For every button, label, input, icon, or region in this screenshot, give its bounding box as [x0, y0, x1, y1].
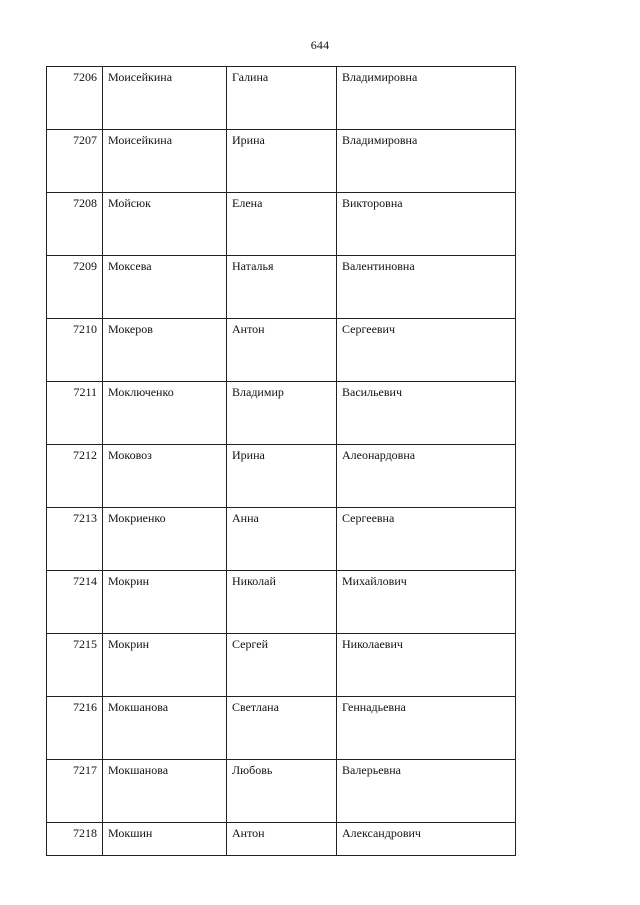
patronymic-cell: Александрович [337, 823, 516, 856]
surname-cell: Мокшанова [103, 697, 227, 760]
row-number-cell: 7215 [47, 634, 103, 697]
table-row [47, 571, 516, 634]
row-number-cell: 7216 [47, 697, 103, 760]
given-name-cell: Галина [227, 67, 337, 130]
surname-cell: Мокеров [103, 319, 227, 382]
patronymic-cell: Сергеевна [337, 508, 516, 571]
row-number-cell: 7212 [47, 445, 103, 508]
patronymic-cell: Владимировна [337, 130, 516, 193]
row-number-cell: 7207 [47, 130, 103, 193]
table-row [47, 256, 516, 319]
given-name-cell: Елена [227, 193, 337, 256]
surname-cell: Мокшин [103, 823, 227, 856]
row-number-cell: 7211 [47, 382, 103, 445]
table-row [47, 823, 516, 856]
patronymic-cell: Сергеевич [337, 319, 516, 382]
given-name-cell: Ирина [227, 445, 337, 508]
patronymic-cell: Васильевич [337, 382, 516, 445]
patronymic-cell: Михайлович [337, 571, 516, 634]
patronymic-cell: Викторовна [337, 193, 516, 256]
given-name-cell: Владимир [227, 382, 337, 445]
row-number-cell: 7209 [47, 256, 103, 319]
given-name-cell: Наталья [227, 256, 337, 319]
page-number-text: 644 [310, 38, 330, 52]
row-number-cell: 7214 [47, 571, 103, 634]
surname-cell: Мокриенко [103, 508, 227, 571]
row-number-cell: 7206 [47, 67, 103, 130]
table-row [47, 697, 516, 760]
table-row [47, 445, 516, 508]
patronymic-cell: Геннадьевна [337, 697, 516, 760]
row-number-cell: 7210 [47, 319, 103, 382]
given-name-cell: Сергей [227, 634, 337, 697]
table-row [47, 634, 516, 697]
surname-cell: Моковоз [103, 445, 227, 508]
patronymic-cell: Валентиновна [337, 256, 516, 319]
given-name-cell: Анна [227, 508, 337, 571]
patronymic-cell: Валерьевна [337, 760, 516, 823]
surname-cell: Мокрин [103, 571, 227, 634]
given-name-cell: Антон [227, 319, 337, 382]
table-row [47, 130, 516, 193]
given-name-cell: Светлана [227, 697, 337, 760]
surname-cell: Мокрин [103, 634, 227, 697]
surname-cell: Моисейкина [103, 130, 227, 193]
given-name-cell: Антон [227, 823, 337, 856]
row-number-cell: 7213 [47, 508, 103, 571]
table-row [47, 67, 516, 130]
surname-cell: Моксева [103, 256, 227, 319]
row-number-cell: 7208 [47, 193, 103, 256]
surname-cell: Моключенко [103, 382, 227, 445]
row-number-cell: 7217 [47, 760, 103, 823]
table-row [47, 193, 516, 256]
patronymic-cell: Николаевич [337, 634, 516, 697]
patronymic-cell: Владимировна [337, 67, 516, 130]
table-row [47, 319, 516, 382]
table-row [47, 508, 516, 571]
registry-table [46, 66, 516, 856]
surname-cell: Мойсюк [103, 193, 227, 256]
page-number [0, 38, 640, 53]
given-name-cell: Ирина [227, 130, 337, 193]
table-row [47, 760, 516, 823]
surname-cell: Моисейкина [103, 67, 227, 130]
patronymic-cell: Алеонардовна [337, 445, 516, 508]
row-number-cell: 7218 [47, 823, 103, 856]
given-name-cell: Николай [227, 571, 337, 634]
surname-cell: Мокшанова [103, 760, 227, 823]
given-name-cell: Любовь [227, 760, 337, 823]
table-row [47, 382, 516, 445]
